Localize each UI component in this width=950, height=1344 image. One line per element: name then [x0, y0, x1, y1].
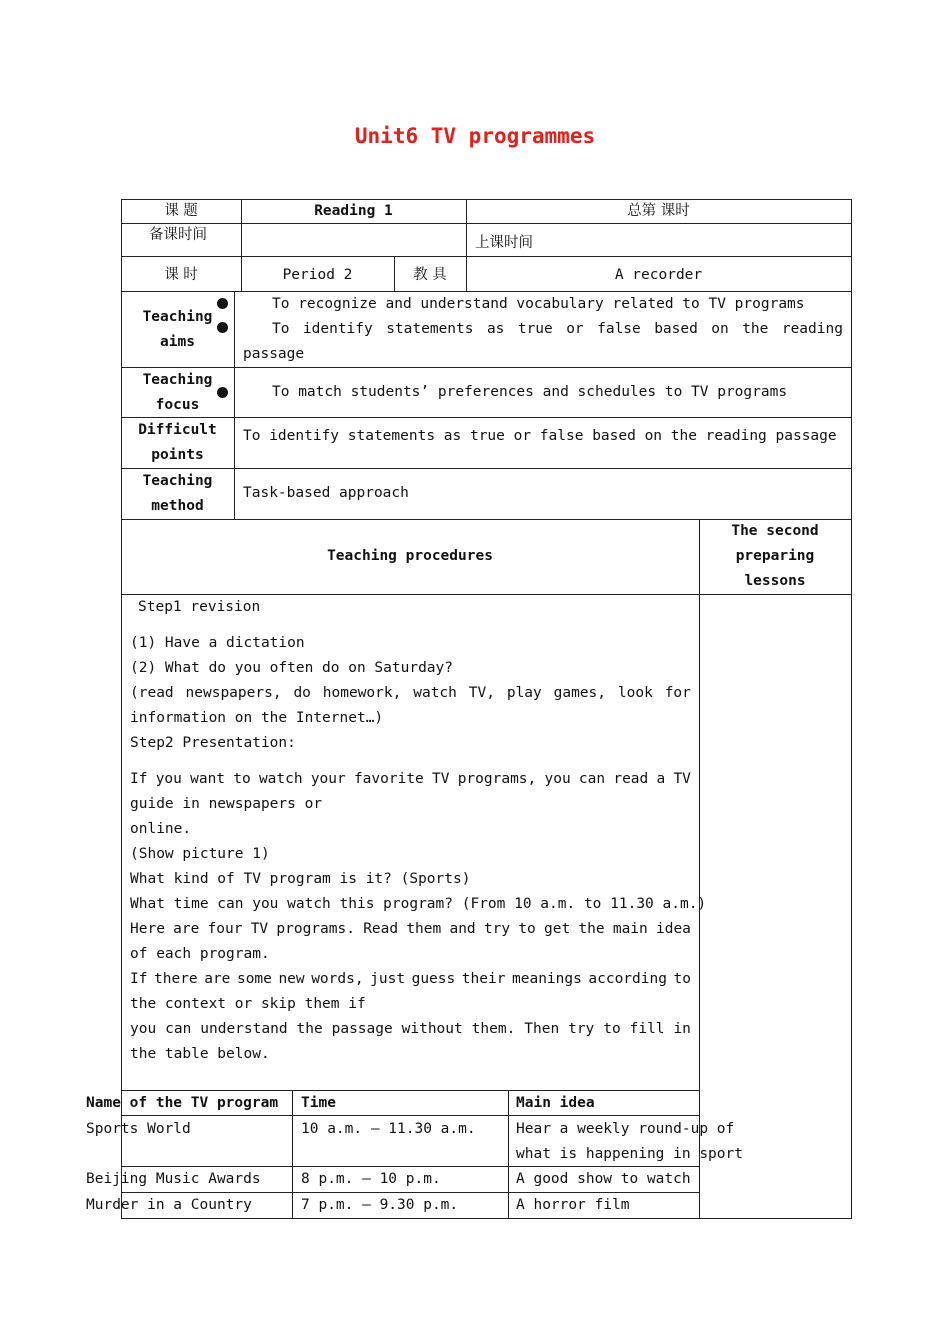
teaching-aids-value: A recorder [614, 267, 703, 283]
body-line: guide in newspapers or [130, 796, 323, 812]
step2-heading: Step2 Presentation: [130, 735, 296, 751]
bullet-icon [217, 387, 228, 398]
aims-label: Teaching [142, 309, 213, 325]
body-line: the context or skip them if [130, 996, 366, 1012]
body-line: If you want to watch your favorite TV programs, you can read a TV [130, 771, 691, 787]
aim-2: To identify statements as true or false based on the reading [272, 321, 843, 337]
procedures-heading: Teaching procedures [327, 548, 493, 564]
column-header: Main idea [516, 1095, 595, 1111]
program-idea: A good show to watch [516, 1171, 691, 1187]
body-line: (2) What do you often do on Saturday? [130, 660, 454, 676]
method-text: Task-based approach [243, 485, 409, 501]
difficult-label: Difficult [138, 422, 217, 438]
second-prep-label: The second [731, 523, 819, 539]
program-time: 8 p.m. – 10 p.m. [301, 1171, 441, 1187]
class-time-label: 上课时间 [475, 235, 533, 251]
program-name: Murder in a Country [86, 1197, 252, 1213]
step1-heading: Step1 revision [138, 599, 261, 615]
body-line: you can understand the passage without them. Then try to fill in [130, 1021, 691, 1037]
body-line: Here are four TV programs. Read them and try to get the main idea [130, 921, 691, 937]
method-label-2: method [151, 498, 204, 514]
program-idea-cont: what is happening in sport [516, 1146, 743, 1162]
prep-time-label: 备课时间 [149, 227, 207, 243]
body-line: (1) Have a dictation [130, 635, 305, 651]
program-name: Sports World [86, 1121, 191, 1137]
body-line: What time can you watch this program? (From 10 a.m. to 11.30 a.m.) [130, 896, 707, 912]
focus-label-2: focus [155, 397, 200, 413]
aim-1: To recognize and understand vocabulary related to TV programs [272, 296, 805, 312]
column-header: Name of the TV program [86, 1095, 279, 1111]
body-line: What kind of TV program is it? (Sports) [130, 871, 471, 887]
aims-label-2: aims [160, 334, 195, 350]
body-line: (read newspapers, do homework, watch TV, play games, look for [130, 685, 691, 701]
body-line: online. [130, 821, 192, 837]
program-idea: Hear a weekly round-up of [516, 1121, 735, 1137]
difficult-text: To identify statements as true or false based on the reading passage [243, 428, 837, 444]
second-prep-label-3: lessons [744, 573, 806, 589]
body-line: the table below. [130, 1046, 270, 1062]
focus-label: Teaching [142, 372, 213, 388]
column-header: Time [301, 1095, 336, 1111]
body-line: (Show picture 1) [130, 846, 270, 862]
method-label: Teaching [142, 473, 213, 489]
program-time: 7 p.m. – 9.30 p.m. [301, 1197, 459, 1213]
period-value: Period 2 [282, 267, 353, 283]
program-name: Beijing Music Awards [86, 1171, 261, 1187]
lesson-value: Reading 1 [314, 203, 393, 219]
page-title: Unit6 TV programmes [354, 124, 596, 148]
bullet-icon [217, 298, 228, 309]
aim-2-cont: passage [243, 346, 305, 362]
lesson-label: 课 题 [164, 203, 198, 219]
difficult-label-2: points [151, 447, 204, 463]
program-time: 10 a.m. – 11.30 a.m. [301, 1121, 476, 1137]
second-prep-label-2: preparing [735, 548, 815, 564]
focus-text: To match students’ preferences and schedules to TV programs [272, 384, 788, 400]
bullet-icon [217, 322, 228, 333]
body-line: of each program. [130, 946, 270, 962]
teaching-aids-label: 教 具 [413, 267, 447, 283]
program-idea: A horror film [516, 1197, 630, 1213]
body-line: information on the Internet…) [130, 710, 384, 726]
total-periods-label: 总第 课时 [627, 203, 690, 219]
period-label: 课 时 [164, 267, 198, 283]
body-line: If there are some new words, just guess their meanings according to [130, 971, 691, 987]
